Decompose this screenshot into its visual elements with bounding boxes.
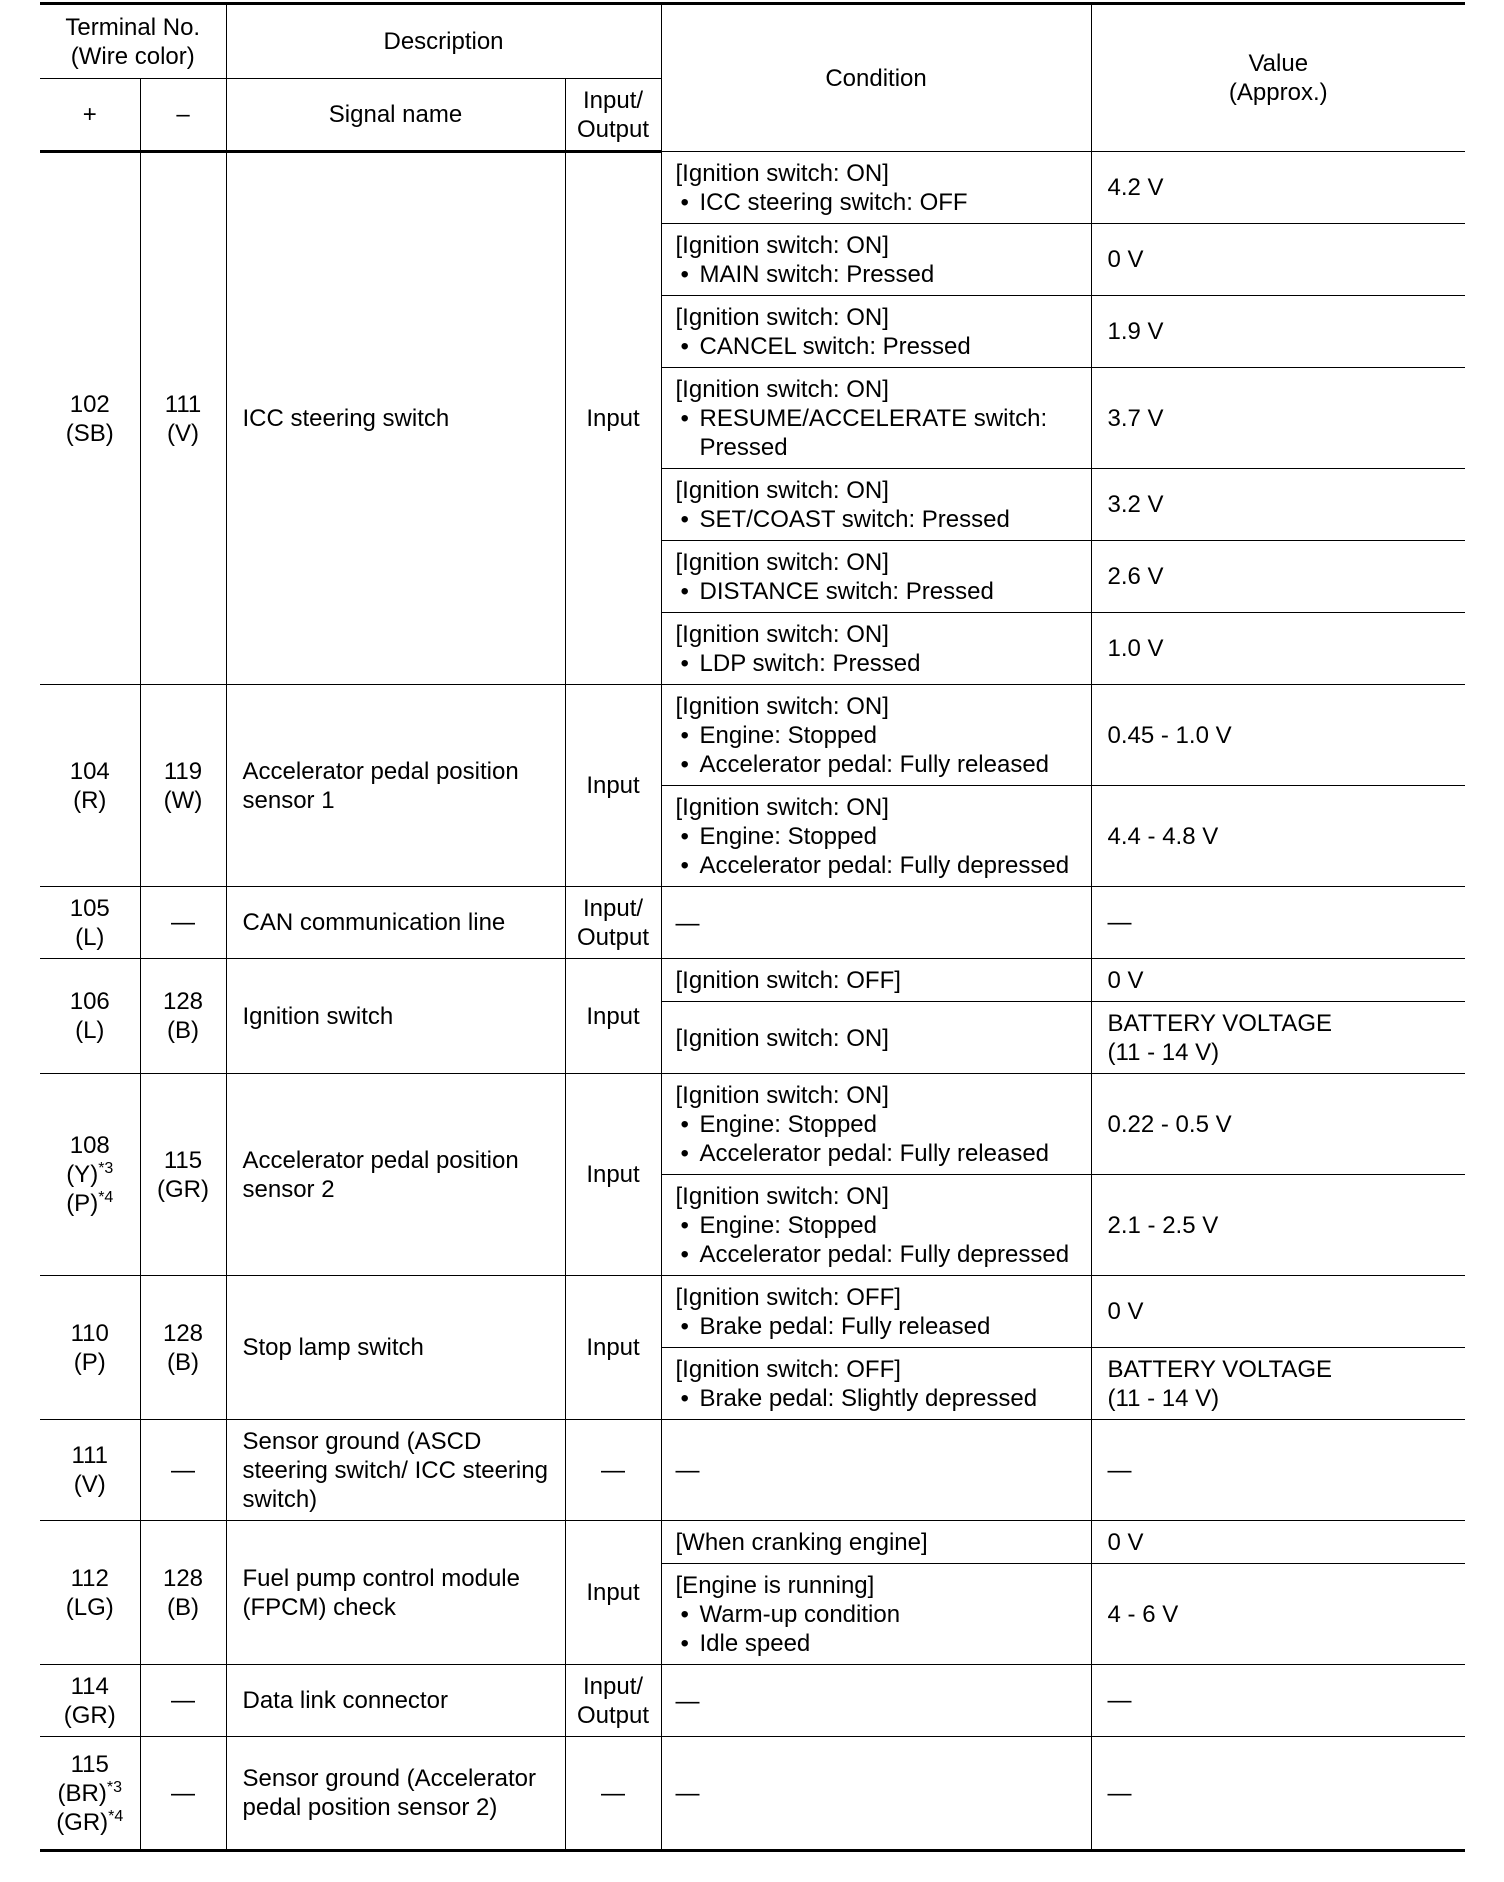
terminal-minus-wire: (W) <box>163 786 203 814</box>
terminal-plus-cell <box>40 1276 140 1420</box>
condition-cell <box>661 1737 1091 1851</box>
table-row <box>40 152 1465 224</box>
terminal-plus-wire <box>40 1016 140 1045</box>
terminal-plus-number: 105 <box>69 894 110 922</box>
signal-name: Data link connector <box>226 1665 565 1737</box>
value-cell <box>1091 1737 1465 1851</box>
condition-cell <box>661 1348 1091 1420</box>
terminal-plus-wire-alt <box>40 1189 140 1218</box>
terminal-plus-wire <box>40 1701 140 1730</box>
condition-cell <box>661 296 1091 368</box>
value-cell <box>1091 469 1465 541</box>
condition-bullet: • Engine: Stopped <box>676 1110 1083 1139</box>
value-text: BATTERY VOLTAGE <box>1107 1009 1333 1037</box>
condition-bullet: • SET/COAST switch: Pressed <box>676 505 1083 534</box>
condition-cell <box>661 1564 1091 1665</box>
table-row <box>40 887 1465 959</box>
condition-text: [When cranking engine] <box>675 1529 928 1556</box>
signal-name: ICC steering switch <box>226 152 565 685</box>
terminal-minus-wire: (B) <box>167 1348 199 1376</box>
condition-cell <box>661 1665 1091 1737</box>
value-cell <box>1091 1074 1465 1175</box>
table-row <box>40 1074 1465 1175</box>
terminal-table <box>40 2 1465 1852</box>
header-wire-color-label: (Wire color) <box>70 42 195 70</box>
terminal-minus-number: 128 <box>162 988 204 1015</box>
wire-color: (P) <box>66 1190 99 1217</box>
condition-text: [Ignition switch: ON] <box>675 232 889 259</box>
terminal-plus-number: 102 <box>69 390 110 418</box>
wire-color: (L) <box>75 923 105 951</box>
condition-bullet: • MAIN switch: Pressed <box>676 260 1083 289</box>
wire-color: (Y) <box>66 1161 99 1188</box>
value-text: — <box>1107 1779 1132 1807</box>
terminal-plus-wire <box>40 419 140 448</box>
terminal-plus-number: 106 <box>69 988 110 1015</box>
condition-bullet: • Brake pedal: Fully released <box>676 1312 1083 1341</box>
condition-bullet: • Engine: Stopped <box>676 721 1083 750</box>
io-type: Input/ Output <box>565 887 661 959</box>
condition-bullet: • Warm-up condition <box>676 1600 1083 1629</box>
wire-color: (GR) <box>56 1808 109 1836</box>
header-condition: Condition <box>661 4 1091 152</box>
table-body <box>40 152 1465 1851</box>
condition-text: [Ignition switch: ON] <box>675 376 889 403</box>
terminal-plus-number: 115 <box>70 1750 109 1778</box>
terminal-minus-wire: (V) <box>167 419 199 447</box>
condition-cell <box>661 685 1091 786</box>
terminal-minus-cell <box>140 1521 226 1665</box>
condition-text: — <box>675 909 700 937</box>
value-text: 4 - 6 V <box>1107 1600 1179 1628</box>
io-type: Input <box>565 959 661 1074</box>
value-cell <box>1091 685 1465 786</box>
condition-cell <box>661 1276 1091 1348</box>
terminal-minus-number: — <box>171 1779 195 1807</box>
value-text: — <box>1107 1687 1132 1714</box>
value-text: 3.7 V <box>1107 404 1164 432</box>
wire-color: (L) <box>75 1017 105 1044</box>
io-type: — <box>565 1737 661 1851</box>
value-text: 2.6 V <box>1107 563 1164 590</box>
io-type: Input <box>565 1074 661 1276</box>
condition-bullet: • Accelerator pedal: Fully released <box>676 750 1083 779</box>
terminal-minus-cell <box>140 887 226 959</box>
condition-bullet: • DISTANCE switch: Pressed <box>676 577 1083 606</box>
signal-name: Fuel pump control module (FPCM) check <box>226 1521 565 1665</box>
condition-cell <box>661 469 1091 541</box>
terminal-plus-wire <box>40 1160 140 1189</box>
terminal-plus-number: 111 <box>71 1442 108 1469</box>
condition-cell <box>661 1175 1091 1276</box>
value-text: 0 V <box>1107 1528 1144 1556</box>
signal-name: Accelerator pedal position sensor 2 <box>226 1074 565 1276</box>
io-type: Input <box>565 152 661 685</box>
value-cell <box>1091 1420 1465 1521</box>
signal-name: Sensor ground (ASCD steering switch/ ICC steering switch) <box>226 1420 565 1521</box>
value-text: 1.9 V <box>1107 318 1164 345</box>
condition-cell <box>661 959 1091 1002</box>
condition-text: — <box>675 1457 700 1484</box>
condition-text: [Ignition switch: ON] <box>675 477 889 504</box>
signal-name: CAN communication line <box>226 887 565 959</box>
terminal-minus-wire: (GR) <box>157 1175 209 1203</box>
condition-bullet: • CANCEL switch: Pressed <box>676 332 1083 361</box>
header-plus: + <box>40 79 140 152</box>
value-text: 0 V <box>1107 246 1144 273</box>
condition-bullet: • Brake pedal: Slightly depressed <box>676 1384 1083 1413</box>
terminal-minus-cell <box>140 959 226 1074</box>
terminal-minus-number: — <box>171 1687 195 1714</box>
wire-note: *3 <box>98 1160 114 1177</box>
table-row <box>40 1521 1465 1564</box>
value-cell <box>1091 1665 1465 1737</box>
condition-cell <box>661 1521 1091 1564</box>
table-row <box>40 1420 1465 1521</box>
value-cell <box>1091 1175 1465 1276</box>
condition-bullet: • Engine: Stopped <box>676 822 1083 851</box>
signal-name: Ignition switch <box>226 959 565 1074</box>
terminal-plus-number: 114 <box>70 1672 109 1700</box>
terminal-minus-wire: (B) <box>167 1017 199 1044</box>
header-input-output: Input/ Output <box>565 79 661 152</box>
condition-cell <box>661 613 1091 685</box>
terminal-plus-wire <box>40 1593 140 1622</box>
wire-color: (LG) <box>65 1593 114 1621</box>
value-cell <box>1091 152 1465 224</box>
terminal-plus-cell <box>40 1665 140 1737</box>
condition-bullet: • Engine: Stopped <box>676 1211 1083 1240</box>
condition-bullet: • RESUME/ACCELERATE switch: Pressed <box>676 404 1083 462</box>
condition-bullet: • ICC steering switch: OFF <box>676 188 1083 217</box>
terminal-minus-cell <box>140 1276 226 1420</box>
table-row <box>40 1665 1465 1737</box>
condition-text: [Ignition switch: ON] <box>675 549 889 576</box>
wire-color: (SB) <box>65 419 114 447</box>
value-cell <box>1091 613 1465 685</box>
terminal-plus-cell <box>40 1521 140 1665</box>
value-text: — <box>1107 1456 1132 1484</box>
value-text: — <box>1107 909 1132 936</box>
condition-text: [Ignition switch: OFF] <box>675 967 901 994</box>
condition-cell <box>661 887 1091 959</box>
wire-note: *4 <box>98 1189 114 1206</box>
value-text: 3.2 V <box>1107 491 1164 518</box>
value-cell <box>1091 1002 1465 1074</box>
terminal-plus-number: 108 <box>69 1132 110 1159</box>
condition-bullet: • Idle speed <box>676 1629 1083 1658</box>
terminal-plus-cell <box>40 685 140 887</box>
header-description: Description <box>226 4 661 79</box>
condition-text: [Ignition switch: ON] <box>675 693 889 720</box>
condition-text: [Engine is running] <box>675 1572 875 1599</box>
value-text: 0 V <box>1107 966 1144 994</box>
value-text-sub: (11 - 14 V) <box>1107 1038 1220 1066</box>
condition-cell <box>661 541 1091 613</box>
value-text: BATTERY VOLTAGE <box>1107 1355 1333 1383</box>
terminal-plus-cell <box>40 887 140 959</box>
wire-note: *3 <box>106 1778 122 1796</box>
condition-cell <box>661 224 1091 296</box>
value-text: 0.45 - 1.0 V <box>1107 721 1232 749</box>
condition-bullet: • Accelerator pedal: Fully released <box>676 1139 1083 1168</box>
terminal-minus-cell <box>140 1420 226 1521</box>
condition-text: [Ignition switch: ON] <box>675 160 889 187</box>
condition-text: [Ignition switch: ON] <box>675 794 889 821</box>
condition-text: [Ignition switch: ON] <box>675 1082 889 1109</box>
value-text: 0 V <box>1107 1298 1144 1325</box>
terminal-plus-wire <box>40 923 140 952</box>
signal-name: Accelerator pedal position sensor 1 <box>226 685 565 887</box>
terminal-minus-number: 119 <box>163 757 203 785</box>
value-cell <box>1091 887 1465 959</box>
terminal-plus-cell <box>40 1420 140 1521</box>
condition-bullet: • Accelerator pedal: Fully depressed <box>676 1240 1083 1269</box>
header-signal-name: Signal name <box>226 79 565 152</box>
header-value <box>1091 4 1465 152</box>
wire-color: (R) <box>73 786 107 814</box>
io-type: Input/ Output <box>565 1665 661 1737</box>
terminal-plus-wire <box>40 1779 140 1808</box>
condition-text: [Ignition switch: OFF] <box>675 1284 901 1311</box>
value-cell <box>1091 1348 1465 1420</box>
terminal-minus-number: — <box>171 909 195 936</box>
terminal-minus-number: — <box>171 1456 195 1484</box>
io-type: — <box>565 1420 661 1521</box>
condition-bullet: • LDP switch: Pressed <box>676 649 1083 678</box>
condition-cell <box>661 368 1091 469</box>
value-text: 0.22 - 0.5 V <box>1107 1110 1232 1138</box>
terminal-minus-cell <box>140 1074 226 1276</box>
io-type: Input <box>565 685 661 887</box>
condition-cell <box>661 1074 1091 1175</box>
terminal-minus-number: 115 <box>163 1146 203 1174</box>
io-type: Input <box>565 1521 661 1665</box>
condition-cell <box>661 1002 1091 1074</box>
value-cell <box>1091 368 1465 469</box>
table-row <box>40 685 1465 786</box>
terminal-minus-number: 128 <box>162 1564 204 1592</box>
signal-name: Sensor ground (Accelerator pedal position sensor 2) <box>226 1737 565 1851</box>
value-text-sub: (11 - 14 V) <box>1107 1384 1220 1412</box>
value-cell <box>1091 1564 1465 1665</box>
value-text: 2.1 - 2.5 V <box>1107 1211 1219 1239</box>
terminal-minus-cell <box>140 152 226 685</box>
terminal-plus-number: 104 <box>69 757 110 785</box>
terminal-plus-wire <box>40 786 140 815</box>
signal-name: Stop lamp switch <box>226 1276 565 1420</box>
terminal-plus-number: 112 <box>70 1564 109 1592</box>
terminal-plus-wire-alt <box>40 1808 140 1837</box>
terminal-plus-cell <box>40 1737 140 1851</box>
terminal-plus-cell <box>40 959 140 1074</box>
terminal-minus-wire: (B) <box>167 1593 199 1621</box>
terminal-plus-wire <box>40 1470 140 1499</box>
condition-text: [Ignition switch: ON] <box>675 621 889 648</box>
wire-color: (BR) <box>57 1779 107 1807</box>
value-cell <box>1091 786 1465 887</box>
header-value-label: Value <box>1248 50 1309 77</box>
condition-text: [Ignition switch: ON] <box>675 1024 889 1052</box>
terminal-plus-cell <box>40 1074 140 1276</box>
value-text: 4.2 V <box>1107 174 1164 201</box>
condition-bullet: • Accelerator pedal: Fully depressed <box>676 851 1083 880</box>
terminal-plus-cell <box>40 152 140 685</box>
value-text: 4.4 - 4.8 V <box>1107 822 1219 850</box>
condition-text: [Ignition switch: OFF] <box>675 1356 901 1383</box>
wire-color: (GR) <box>63 1701 116 1729</box>
terminal-minus-cell <box>140 1665 226 1737</box>
condition-cell <box>661 152 1091 224</box>
header-terminal-no-label: Terminal No. <box>65 13 201 41</box>
condition-text: [Ignition switch: ON] <box>675 1183 889 1210</box>
terminal-minus-number: 111 <box>164 390 202 418</box>
value-cell <box>1091 541 1465 613</box>
terminal-minus-cell <box>140 685 226 887</box>
table-row <box>40 1276 1465 1348</box>
header-value-approx-label: (Approx.) <box>1228 79 1328 106</box>
value-cell <box>1091 959 1465 1002</box>
header-terminal-no <box>40 4 226 79</box>
condition-cell <box>661 786 1091 887</box>
io-type: Input <box>565 1276 661 1420</box>
terminal-plus-wire <box>40 1348 140 1377</box>
condition-text: — <box>675 1687 700 1715</box>
condition-text: — <box>675 1780 700 1807</box>
table-row <box>40 959 1465 1002</box>
condition-cell <box>661 1420 1091 1521</box>
header-minus: – <box>140 79 226 152</box>
condition-text: [Ignition switch: ON] <box>675 304 889 331</box>
value-cell <box>1091 1276 1465 1348</box>
terminal-minus-number: 128 <box>162 1319 204 1347</box>
value-cell <box>1091 296 1465 368</box>
value-text: 1.0 V <box>1107 635 1164 662</box>
wire-color: (P) <box>73 1348 106 1376</box>
value-cell <box>1091 224 1465 296</box>
value-cell <box>1091 1521 1465 1564</box>
terminal-plus-number: 110 <box>70 1319 109 1347</box>
wire-color: (V) <box>73 1471 106 1498</box>
wire-note: *4 <box>108 1807 124 1825</box>
table-row <box>40 1737 1465 1851</box>
terminal-minus-cell <box>140 1737 226 1851</box>
